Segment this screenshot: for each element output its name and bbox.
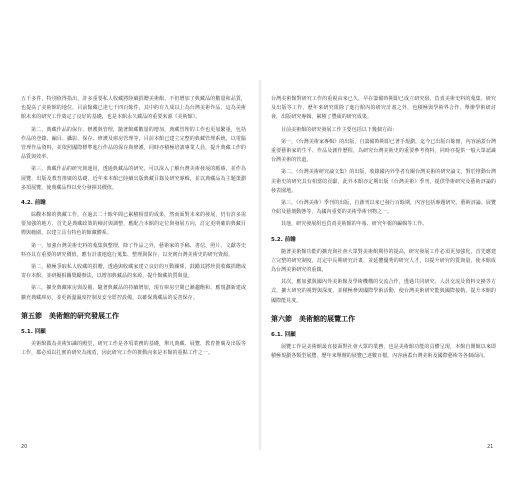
paragraph: 其他，研究發展組也負責美術館的年報、研究年報的編輯等工作。 xyxy=(281,221,428,228)
paragraph: 第一，《台灣美術家專輯》的出版，自籌備時期即已著手規劃，迄今已出版百餘冊，內容涵蓋台灣重要藝術家的生平、作品及創作歷程，為研究台灣美術史的重要參考資料，同時亦提供一般大眾認識台灣美術的管道。 xyxy=(271,138,496,164)
paragraph: 第三，《台灣美術》季刊的出版，自創刊以來已發行百餘期，內容包括專題研究、藝術評論、展覽介紹及藝壇動態等，為國內重要的美術學術刊物之一。 xyxy=(271,200,496,216)
paragraph: 美術館做為美術知識的殿堂，研究工作是各項業務的基礎，舉凡典藏、展覽、教育推廣及出版等工作，都必須以扎實的研究為後盾，因此研究工作的推動向來是本館的重點工作之一。 xyxy=(21,340,246,357)
paragraph: 五千多件，特別值得指出，許多重要私人收藏將陸續捐贈美術館，不但增加了典藏品的數量和品質，也提高了美術館的地位，目前館藏已達七千四百餘件，其中約有九成以上為台灣美術作品，這為美術館未來的研究工作奠定了良好的基礎，也是本館永久藏品的重要來源《美術館》。 xyxy=(21,96,246,121)
paragraph: 其次，應加強與國內外美術館及學術機構的交流合作，透過共同研究、人員交流及資料交換等方式，擴大研究的視野與深度，並積極參與國際學術活動，使台灣美術研究能與國際接軌，提升本館的國際能見度。 xyxy=(271,279,496,304)
section-subheading: 6.1. 回顧 xyxy=(271,331,296,338)
right-page xyxy=(271,95,496,440)
paragraph: 第二，積極爭取私人收藏的捐贈，透過與收藏家建立良好的互動關係，鼓勵其將珍貴收藏捐贈或寄存本館，並研擬相關獎勵辦法，以增加典藏品的來源，提升館藏的質與量。 xyxy=(21,264,246,280)
chapter-heading: 第六節 美術館的展覽工作 xyxy=(271,314,355,323)
paragraph: 第三，擴充典藏庫房與設備，隨著典藏品的持續增加，現有庫房空間已漸趨飽和，應規劃新建或擴充典藏庫房，並更新溫濕度控制及安全監控設備，以確保典藏品的妥善保存。 xyxy=(21,285,246,301)
section-subheading: 4.2. 前瞻 xyxy=(21,200,46,207)
paragraph: 隨著美術館功能的擴充與社會大眾對美術館期待的提高，研究發展工作必須更加強化，首先應建立完整的研究制度，訂定中長期研究計畫，並延攬優秀的研究人才，以提升研究的質與量，使本館成為台灣美術研究的重鎮。 xyxy=(271,248,496,274)
paragraph: 展覽工作是美術館最直接面對社會大眾的業務，也是美術館功能的具體呈現，本館自開館以來即積極規劃各類型展覽，歷年來舉辦的展覽已達數百檔，內容涵蓋台灣美術及國際藝術等各個面向。 xyxy=(271,343,496,360)
paragraph: 第一，加強台灣美術史料的蒐集與整理，除了作品之外，藝術家的手稿、書信、照片、文獻等史料亦具有重要的研究價值，應有計畫地進行蒐集、整理與保存，以充實台灣美術史的研究資源。 xyxy=(21,242,246,258)
section-subheading: 5.1. 回顧 xyxy=(21,328,46,335)
page-number-right: 21 xyxy=(487,444,494,450)
chapter-heading: 第五節 美術館的研究發展工作 xyxy=(21,311,119,320)
paragraph: 目前美術館的研究發展工作主要包括以下幾個方面： xyxy=(281,126,398,133)
page-number-left: 20 xyxy=(21,444,28,450)
paragraph: 綜觀本館的典藏工作，在過去二十餘年間已累積相當的成果，然而面對未來的發展，仍有許多需要加強的地方，首先是典藏政策的檢討與調整，應配合本館的定位與發展方向，訂定更明確的典藏目標與範圍，以建立具有特色的館藏體系。 xyxy=(21,212,246,237)
section-subheading: 5.2. 前瞻 xyxy=(271,236,296,243)
paragraph: 第二，《台灣美術研究論文集》的出版，收錄國內外學者有關台灣美術的研究論文，對於推動台灣美術史的研究具有相當的貢獻，此外本館亦定期出版《台灣美術》季刊，提供學術研究及藝術評論的發表園地。 xyxy=(271,169,496,194)
paragraph: 第三，典藏作品的研究與運用，透過典藏品的研究，可以深入了解台灣美術發展的脈絡，並作為展覽、出版及教育推廣的基礎，近年來本館已陸續出版典藏目錄及研究專輯，並以典藏品為主題策劃多項展覽，使典藏品得以充分發揮其價值。 xyxy=(21,166,246,191)
paragraph: 第二，典藏作品的保存、修護與管理，隨著館藏數量的增加，典藏管理的工作也更加繁重，包括作品的登錄、編目、攝影、保存、修護及庫房管理等，目前本館已建立完整的典藏管理系統，以電腦管理作品資料，並依照國際標準進行作品的保存與修護，同時亦積極培訓專業人員，提升典藏工作的品質與效率。 xyxy=(21,126,246,161)
paragraph: 台灣美術館對研究工作的重視由來已久，早在籌備時期即已成立研究組，負責美術史料的蒐集、研究及出版等工作，歷年來研究組除了進行館內的研究計畫之外，也積極與學術界合作，舉辦學術研討會，出版研究專輯，累積了豐碩的研究成果。 xyxy=(271,96,496,121)
left-page xyxy=(21,95,246,440)
page-gutter xyxy=(258,80,262,450)
